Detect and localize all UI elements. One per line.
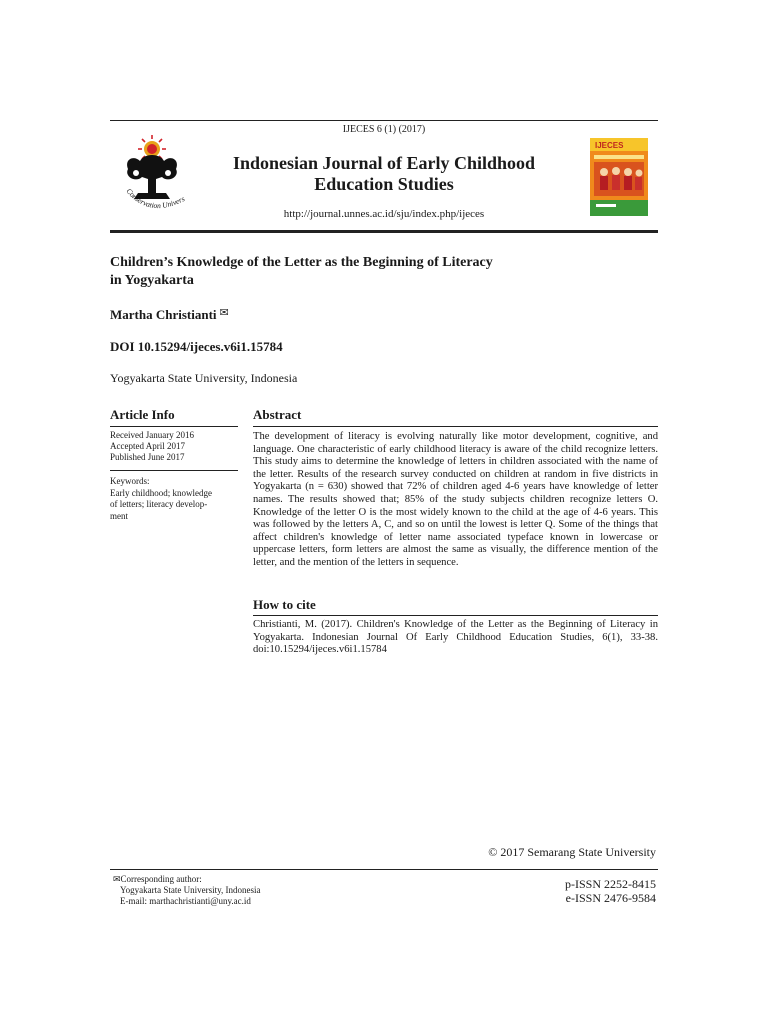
abstract-heading: Abstract [253,407,302,422]
cover-label: IJECES [595,141,624,150]
logo-caption: Conservation Univers [124,186,187,211]
p-issn: p-ISSN 2252-8415 [564,877,656,891]
article-info-rule [110,426,238,427]
abstract-text: The development of literacy is evolving naturally like motor development, cognitive, and language. One characteristic of early childhood literacy is aware of the child recognize letters. This study aims to determine the knowledge of letters in children associated with the name of the letter. Results of the research survey conducted on children at random in five districts in Yogyakarta (n = 630) showed that 72% of children aged 4-6 years have knowledge of letter names. The results showed that; 85% of the study subjects children recognize letters O. Knowledge of the letter O is the most widely known to the child at the age of 4-6 years. This was followed by the letters A, C, and so on until the lowest is letter Q. Some of the things that affect children's knowledge of letter name associated typeface known in lowercase or uppercase letters, form letters are almost the same as visually, the difference mention of the letter, and the mention of the letters in sequence. [253,431,658,568]
corresponding-author [113,874,260,907]
envelope-icon: ✉ [219,307,229,319]
journal-url-link[interactable]: http://journal.unnes.ac.id/sju/index.php/ijeces [283,208,485,220]
keywords-line1: Early childhood; knowledge [110,487,212,498]
cite-rule [253,615,658,616]
keywords-label: Keywords: [110,476,150,486]
header-bottom-rule [110,230,658,233]
keywords-line3: ment [110,510,128,521]
citation-text: Christianti, M. (2017). Children's Knowledge of the Letter as the Beginning of Literacy in Yogyakarta. Indonesian Journal Of Early Childhood Education Studies, 6(1), 33-38. doi:10.15294/ijeces.v6i1.15784 [253,619,658,656]
author-name: Martha Christianti [110,307,217,322]
affiliation: Yogyakarta State University, Indonesia [110,371,298,385]
journal-title [214,153,554,195]
footer-rule [110,869,658,870]
keywords-rule [110,470,238,471]
journal-cover-image [590,138,648,216]
article-dates [110,430,238,463]
doi[interactable]: DOI 10.15294/ijeces.v6i1.15784 [110,339,283,354]
issue-label: IJECES 6 (1) (2017) [342,124,426,135]
corr-email[interactable]: E-mail: marthachristianti@uny.ac.id [120,896,251,906]
journal-title-line1: Indonesian Journal of Early Childhood [232,153,536,173]
header-top-rule [110,120,658,121]
paper-title-line2: in Yogyakarta [110,273,194,288]
paper-title [110,254,580,290]
abstract-rule [253,426,658,427]
keywords [110,476,238,522]
e-issn: e-ISSN 2476-9584 [565,891,656,905]
copyright: © 2017 Semarang State University [488,845,656,859]
received-date: Received January 2016 [110,430,194,440]
author [110,306,229,323]
keywords-line2: of letters; literacy develop- [110,499,208,509]
how-to-cite-heading: How to cite [253,597,316,612]
journal-title-line2: Education Studies [314,174,454,194]
paper-title-line1: Children’s Knowledge of the Letter as the Beginning of Literacy [110,255,493,270]
issn-block [470,877,656,905]
accepted-date: Accepted April 2017 [110,441,185,451]
corr-affiliation: Yogyakarta State University, Indonesia [120,885,261,895]
corr-label: ✉Corresponding author: [113,874,202,884]
article-info-heading: Article Info [110,407,175,422]
university-logo [118,133,194,219]
published-date: Published June 2017 [110,452,185,462]
